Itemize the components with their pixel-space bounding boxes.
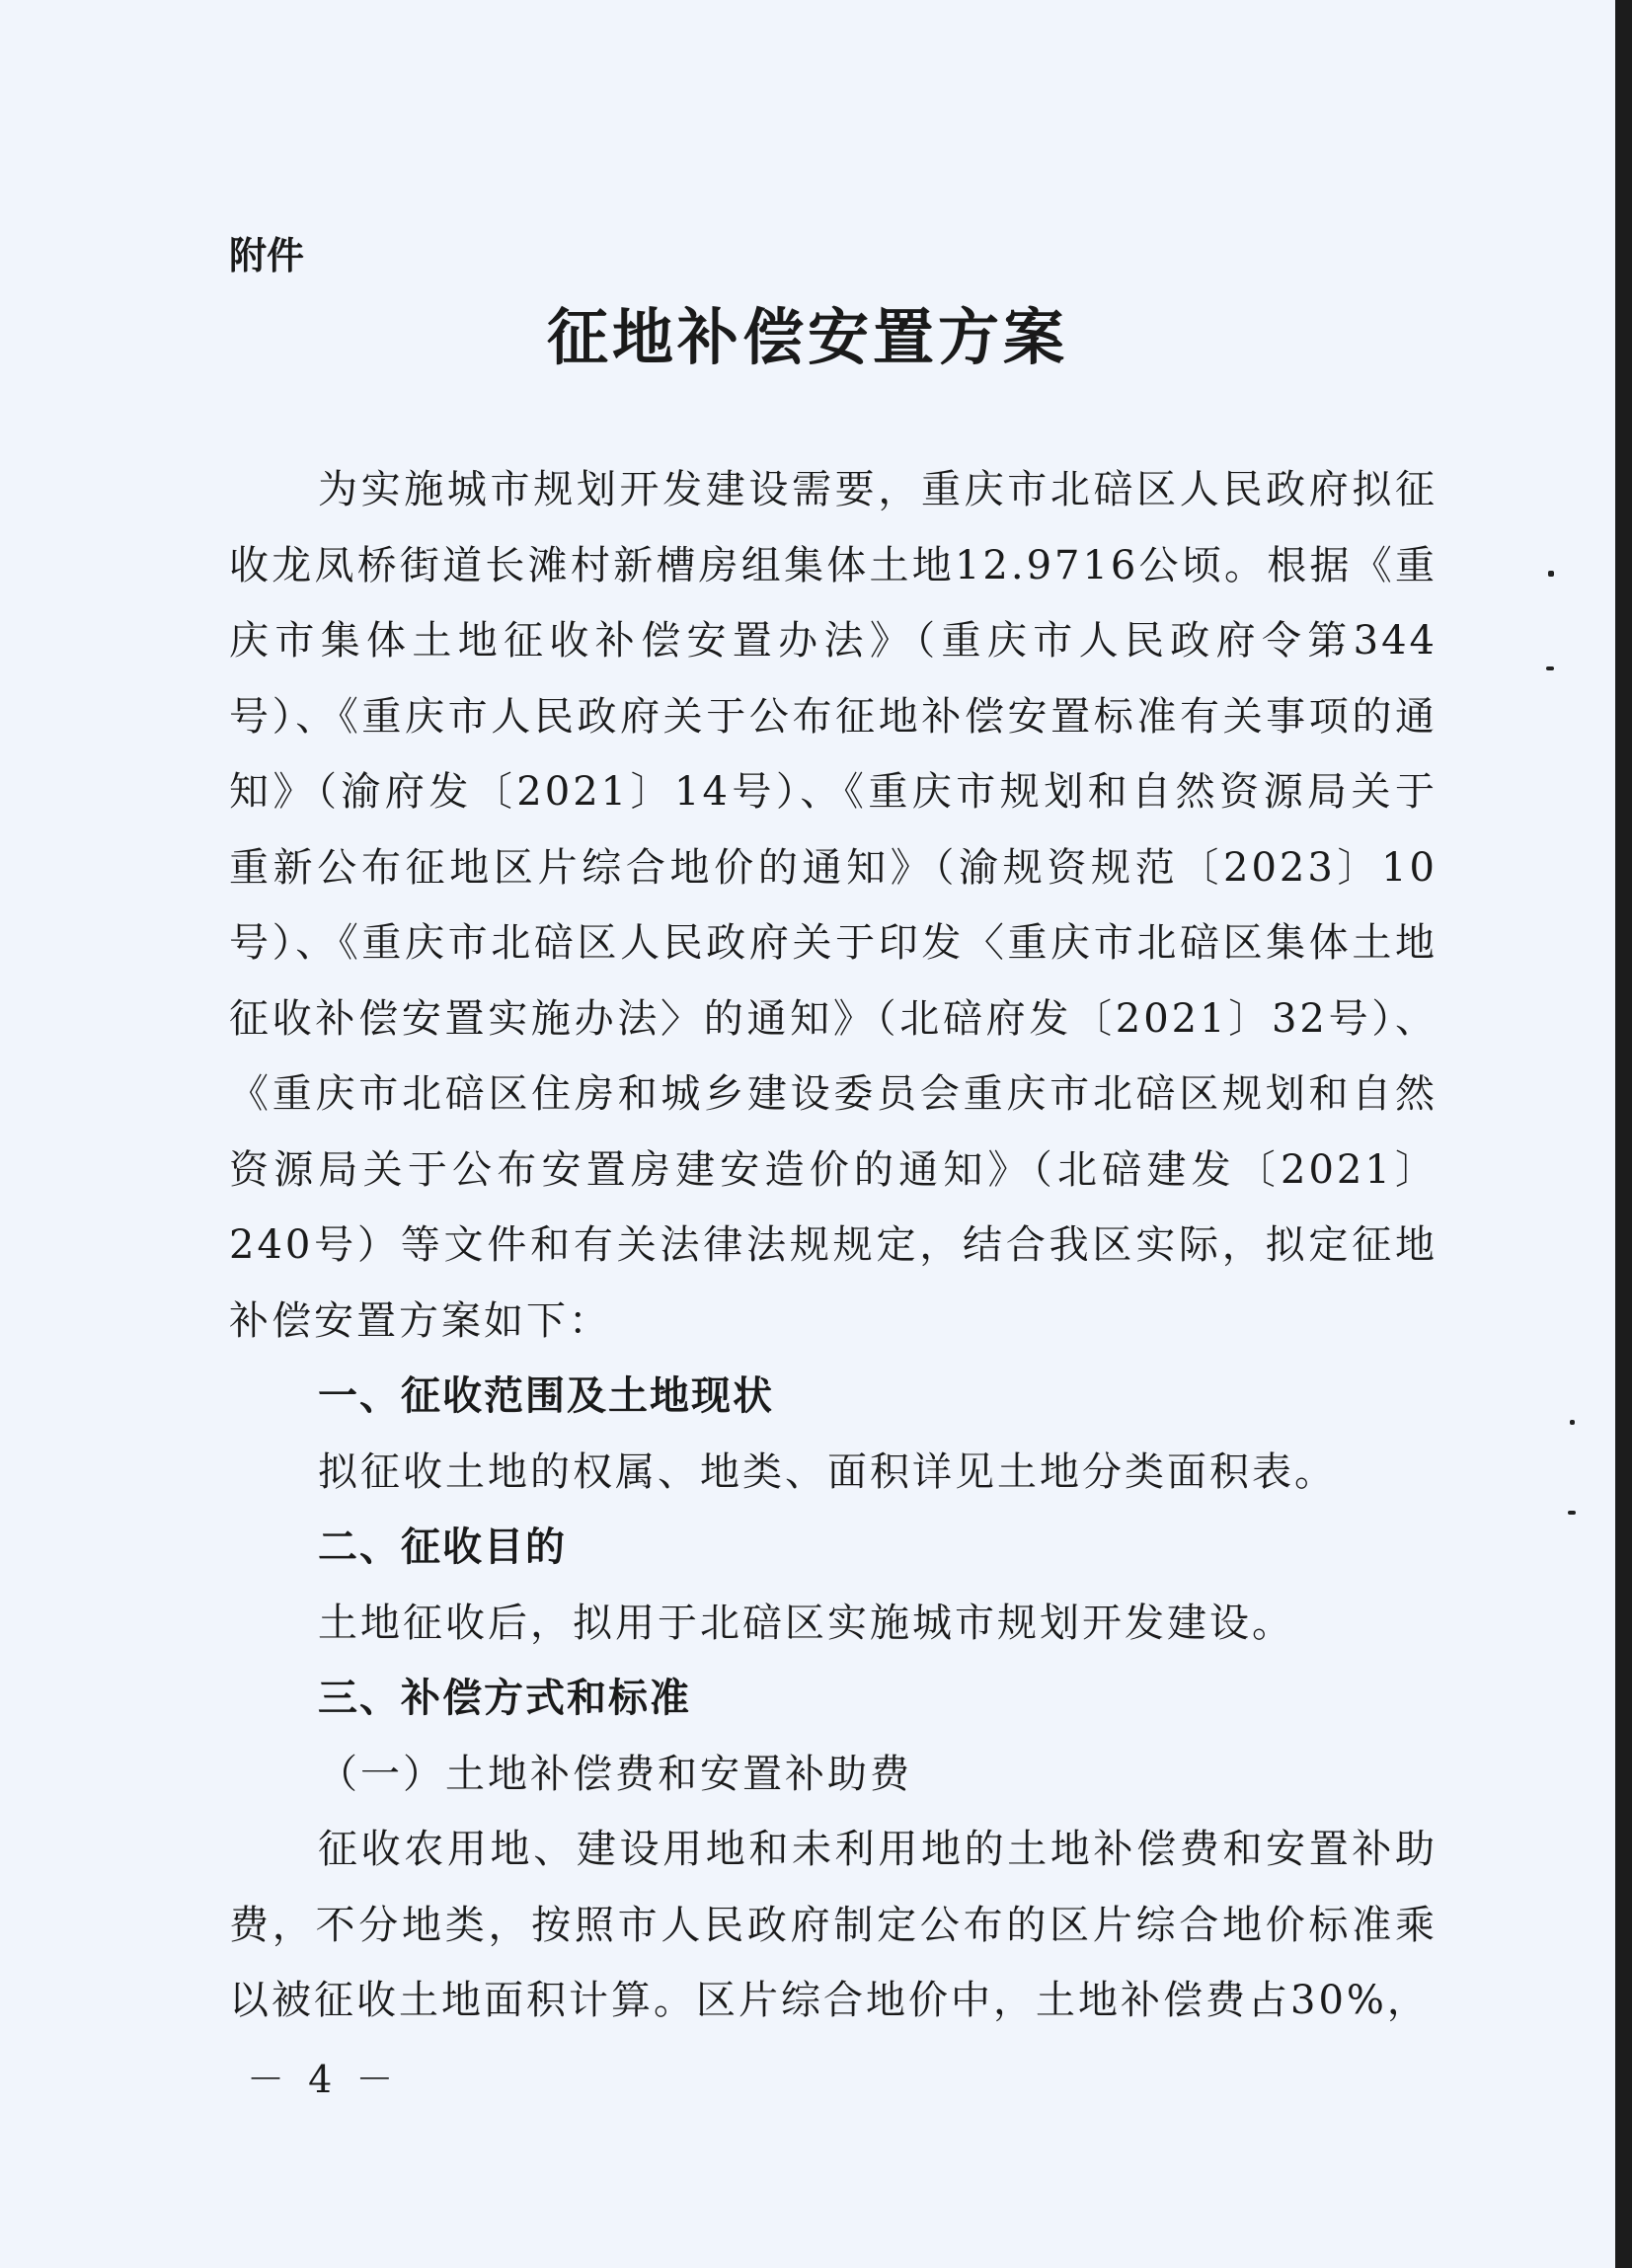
scan-edge-shadow [1615,0,1632,2268]
subsection-heading-land-compensation: （一）土地补偿费和安置补助费 [318,1751,912,1797]
section-heading-compensation: 三、补偿方式和标准 [318,1676,691,1721]
scan-speck [1568,1511,1576,1515]
section-heading-purpose: 二、征收目的 [318,1525,567,1570]
scan-speck [1546,666,1554,670]
section-text-scope: 拟征收土地的权属、地类、面积详见土地分类面积表。 [318,1448,1337,1495]
scan-speck [1570,1420,1575,1425]
document-title: 征地补偿安置方案 [546,301,1068,373]
section-heading-scope: 一、征收范围及土地现状 [318,1373,774,1419]
intro-paragraph: 为实施城市规划开发建设需要，重庆市北碚区人民政府拟征收龙凤桥街道长滩村新槽房组集体土地12.9716公顷。根据《重庆市集体土地征收补偿安置办法》（重庆市人民政府令第344号）、《重庆市人民政府关于公布征地补偿安置标准有关事项的通知》（渝府发〔2021〕14号）、《重庆市规划和自然资源局关于重新公布征地区片综合地价的通知》（渝规资规范〔2023〕10号）、《重庆市北碚区人民政府关于印发〈重庆市北碚区集体土地征收补偿安置实施办法〉的通知》（北碚府发〔2021〕32号）、《重庆市北碚区住房和城乡建设委员会重庆市北碚区规划和自然资源局关于公布安置房建安造价的通知》（北碚建发〔2021〕240号）等文件和有关法律法规规定，结合我区实际，拟定征地补偿安置方案如下： [229,467,1438,1344]
section-text-purpose: 土地征收后，拟用于北碚区实施城市规划开发建设。 [318,1600,1294,1646]
attachment-label: 附件 [229,234,305,277]
subsection-text-land-compensation: 征收农用地、建设用地和未利用地的土地补偿费和安置补助费，不分地类，按照市人民政府制定公布的区片综合地价标准乘以被征收土地面积计算。区片综合地价中，土地补偿费占30%， [229,1827,1438,2023]
document-body [229,452,1438,2039]
scan-speck [1548,571,1554,577]
page-number: － 4 － [247,2058,400,2101]
